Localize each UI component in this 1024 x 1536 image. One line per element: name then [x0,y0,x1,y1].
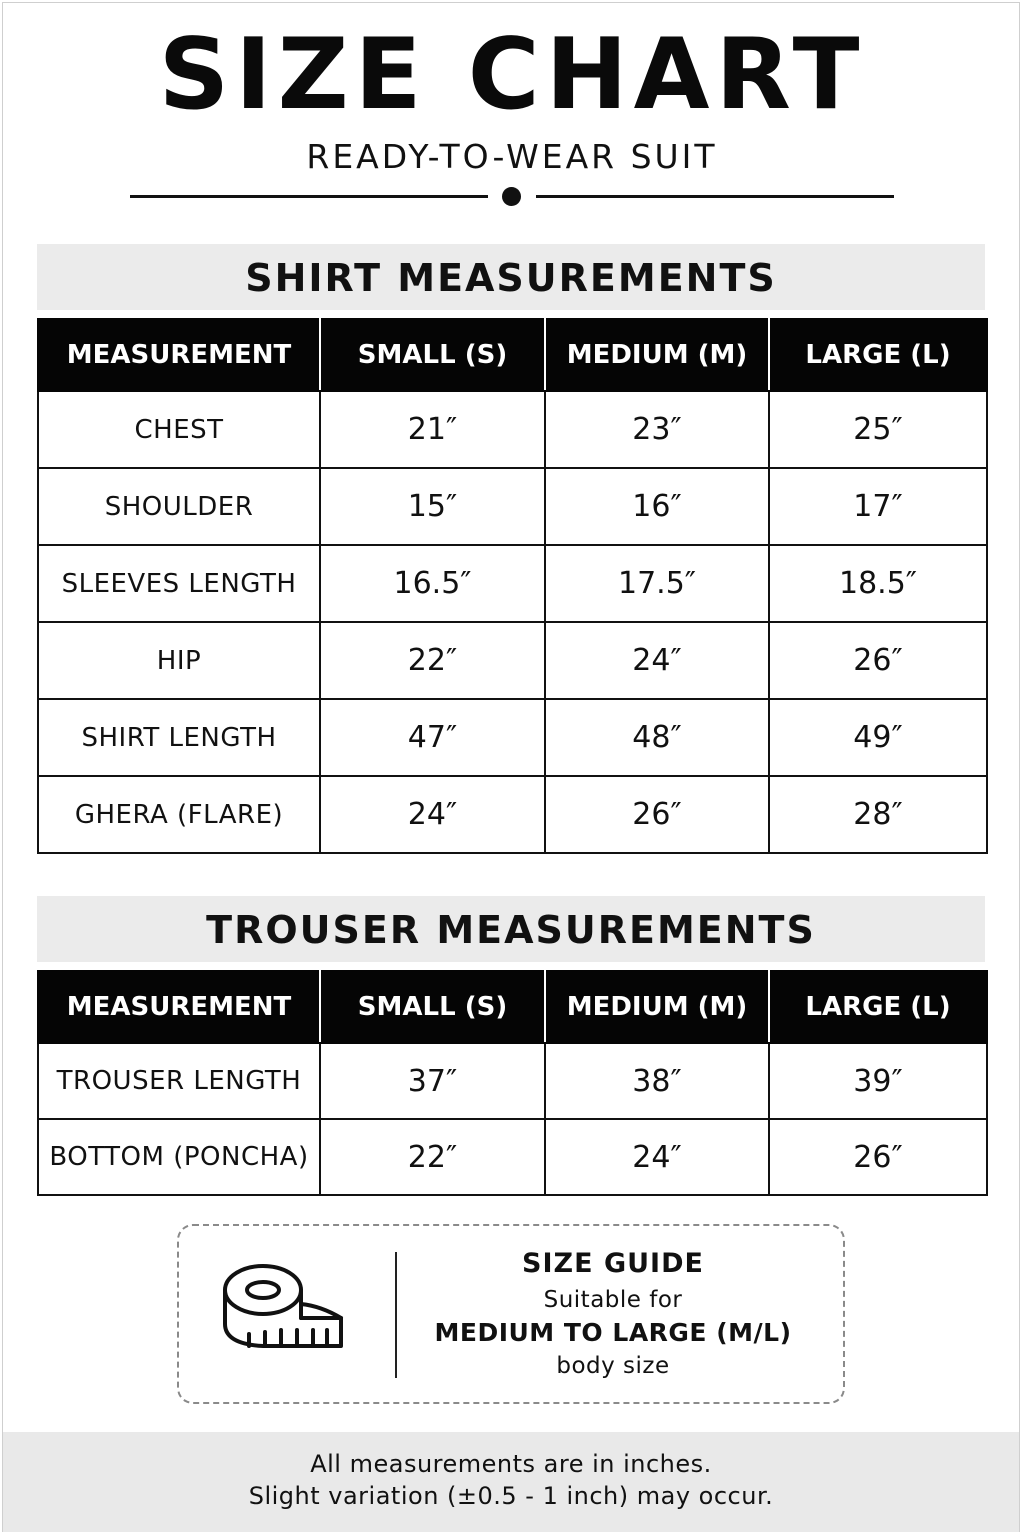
guide-text [429,1244,797,1382]
value-medium: 24″ [545,1119,769,1195]
shirt-section-heading: SHIRT MEASUREMENTS [37,244,985,310]
value-small: 22″ [320,1119,545,1195]
value-small: 21″ [320,391,545,468]
footer-line-units: All measurements are in inches. [310,1450,712,1478]
row-label: SLEEVES LENGTH [38,545,320,622]
table-row [38,545,987,622]
value-large: 49″ [769,699,987,776]
guide-separator [395,1252,397,1378]
guide-title: SIZE GUIDE [522,1248,704,1279]
trouser-header-row [38,971,987,1043]
table-row [38,699,987,776]
value-medium: 38″ [545,1043,769,1119]
size-guide-box [177,1224,845,1404]
measuring-tape-icon [221,1260,345,1352]
value-medium: 48″ [545,699,769,776]
divider-dot [502,187,521,206]
value-small: 24″ [320,776,545,853]
table-row [38,391,987,468]
guide-size-highlight: MEDIUM TO LARGE (M/L) [434,1318,792,1347]
row-label: HIP [38,622,320,699]
value-large: 17″ [769,468,987,545]
value-small: 47″ [320,699,545,776]
row-label: CHEST [38,391,320,468]
table-row [38,1043,987,1119]
column-header-large: LARGE (L) [769,319,987,391]
value-large: 18.5″ [769,545,987,622]
column-header-medium: MEDIUM (M) [545,319,769,391]
value-medium: 17.5″ [545,545,769,622]
shirt-measurements-table [37,318,988,854]
column-header-medium: MEDIUM (M) [545,971,769,1043]
value-large: 26″ [769,1119,987,1195]
table-row [38,776,987,853]
table-row [38,1119,987,1195]
divider-left [130,195,488,198]
row-label: GHERA (FLARE) [38,776,320,853]
guide-line-suitable: Suitable for [543,1287,683,1313]
row-label: BOTTOM (PONCHA) [38,1119,320,1195]
guide-line-body: body size [556,1353,670,1379]
footer-note [3,1432,1019,1532]
trouser-measurements-table [37,970,988,1196]
value-small: 37″ [320,1043,545,1119]
row-label: SHOULDER [38,468,320,545]
column-header-small: SMALL (S) [320,971,545,1043]
value-large: 25″ [769,391,987,468]
page-title: SIZE CHART [158,18,866,132]
shirt-header-row [38,319,987,391]
value-small: 16.5″ [320,545,545,622]
table-row [38,622,987,699]
value-small: 15″ [320,468,545,545]
value-medium: 16″ [545,468,769,545]
column-header-small: SMALL (S) [320,319,545,391]
value-medium: 24″ [545,622,769,699]
value-large: 28″ [769,776,987,853]
value-medium: 23″ [545,391,769,468]
value-small: 22″ [320,622,545,699]
footer-line-variation: Slight variation (±0.5 - 1 inch) may occur. [248,1482,774,1510]
divider-right [536,195,894,198]
column-header-large: LARGE (L) [769,971,987,1043]
trouser-section-heading: TROUSER MEASUREMENTS [37,896,985,962]
row-label: TROUSER LENGTH [38,1043,320,1119]
table-row [38,468,987,545]
value-large: 26″ [769,622,987,699]
page-subtitle: READY-TO-WEAR SUIT [306,137,718,176]
value-medium: 26″ [545,776,769,853]
column-header-measurement: MEASUREMENT [38,971,320,1043]
row-label: SHIRT LENGTH [38,699,320,776]
value-large: 39″ [769,1043,987,1119]
column-header-measurement: MEASUREMENT [38,319,320,391]
